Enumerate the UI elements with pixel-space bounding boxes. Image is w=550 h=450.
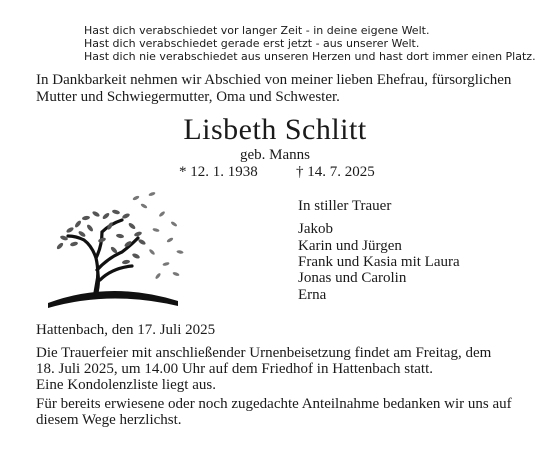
intro-line-2: Mutter und Schwiegermutter, Oma und Schwester. bbox=[36, 89, 340, 105]
intro-line-1: In Dankbarkeit nehmen wir Abschied von meiner lieben Ehefrau, fürsorglichen bbox=[36, 72, 512, 88]
windblown-tree-icon bbox=[40, 180, 190, 310]
poem-line-2: Hast dich verabschiedet gerade erst jetzt - aus unserer Welt. bbox=[84, 37, 420, 50]
mourners-heading: In stiller Trauer bbox=[298, 198, 392, 214]
mourner-name: Jonas und Carolin bbox=[298, 270, 407, 286]
death-date: † 14. 7. 2025 bbox=[296, 164, 375, 180]
poem-line-3: Hast dich nie verabschiedet aus unseren Herzen und hast dort immer einen Platz. bbox=[84, 50, 536, 63]
mourner-name: Erna bbox=[298, 287, 327, 303]
place-date: Hattenbach, den 17. Juli 2025 bbox=[36, 322, 216, 338]
mourner-name: Karin und Jürgen bbox=[298, 238, 402, 254]
deceased-name: Lisbeth Schlitt bbox=[183, 113, 367, 146]
thanks-line-1: Für bereits erwiesene oder noch zugedachte Anteilnahme bedanken wir uns auf bbox=[36, 396, 512, 412]
maiden-name: geb. Manns bbox=[240, 147, 310, 163]
funeral-line-2: 18. Juli 2025, um 14.00 Uhr auf dem Friedhof in Hattenbach statt. bbox=[36, 361, 434, 377]
funeral-line-1: Die Trauerfeier mit anschließender Urnenbeisetzung findet am Freitag, dem bbox=[36, 345, 492, 361]
condolence-note: Eine Kondolenzliste liegt aus. bbox=[36, 377, 216, 393]
thanks-line-2: diesem Wege herzlichst. bbox=[36, 412, 182, 428]
poem-line-1: Hast dich verabschiedet vor langer Zeit - in deine eigene Welt. bbox=[84, 24, 430, 37]
birth-date: * 12. 1. 1938 bbox=[179, 164, 258, 180]
mourner-name: Jakob bbox=[298, 221, 333, 237]
mourner-name: Frank und Kasia mit Laura bbox=[298, 254, 460, 270]
